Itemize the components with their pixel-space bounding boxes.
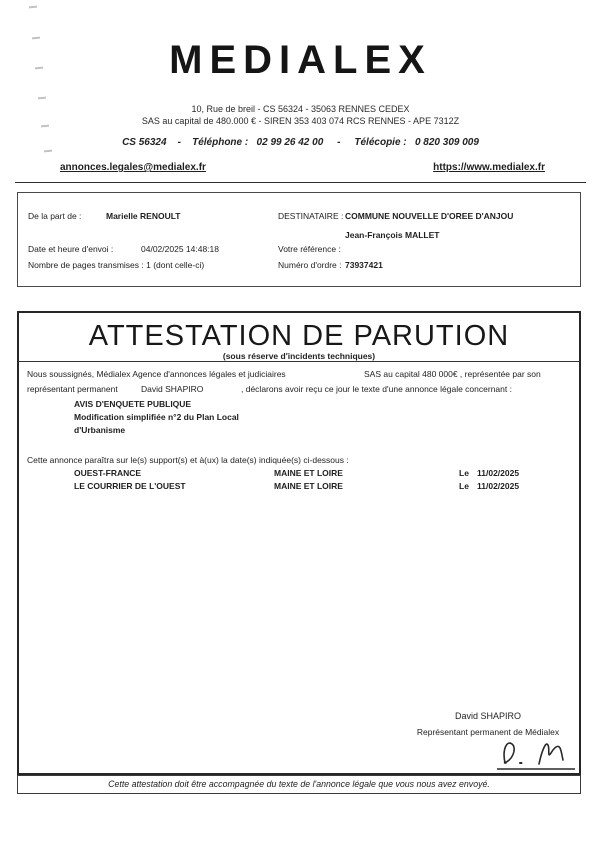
- publication-support: OUEST-FRANCE: [74, 468, 142, 478]
- website-link[interactable]: https://www.medialex.fr: [433, 162, 545, 173]
- your-reference-label: Votre référence :: [278, 244, 341, 254]
- signature-graphic: [491, 737, 581, 773]
- order-number-value: 73937421: [345, 260, 383, 270]
- notice-line3: d'Urbanisme: [74, 425, 126, 435]
- destinataire-value: COMMUNE NOUVELLE D'OREE D'ANJOU: [345, 211, 514, 221]
- attestation-subtitle: (sous réserve d'incidents techniques): [222, 351, 376, 361]
- sent-datetime-label: Date et heure d'envoi :: [28, 244, 114, 254]
- from-value: Marielle RENOULT: [106, 211, 181, 221]
- fax-info-box: [17, 192, 581, 287]
- publication-edition: MAINE ET LOIRE: [274, 468, 343, 478]
- publication-date: 11/02/2025: [477, 468, 520, 478]
- signature-block: [377, 711, 599, 737]
- footer-note: Cette attestation doit être accompagnée du texte de l'annonce légale que vous nous avez envoyé.: [108, 779, 490, 789]
- signer-role: Représentant permanent de Médialex: [416, 727, 560, 737]
- intro-line2-part2: , déclarons avoir reçu ce jour le texte d'une annonce légale concernant :: [241, 384, 512, 394]
- publication-edition: MAINE ET LOIRE: [274, 481, 343, 491]
- footer-note-box: [17, 775, 581, 794]
- header-divider: [15, 182, 586, 183]
- signer-name: David SHAPIRO: [454, 711, 522, 721]
- company-phone-line: CS 56324 - Téléphone : 02 99 26 42 00 - Télécopie : 0 820 309 009: [122, 137, 479, 148]
- schedule-intro: Cette annonce paraîtra sur le(s) support(s) et à(ux) la date(s) indiquée(s) ci-dessous :: [27, 455, 349, 465]
- email-link[interactable]: annonces.legales@medialex.fr: [60, 162, 206, 173]
- attestation-title: ATTESTATION DE PARUTION: [88, 320, 510, 352]
- order-number-label: Numéro d'ordre :: [278, 260, 342, 270]
- intro-line1-right: SAS au capital 480 000€ , représentée par son: [364, 369, 541, 379]
- intro-line1-left: Nous soussignés, Médialex Agence d'annonces légales et judiciaires: [27, 369, 286, 379]
- intro-line2-name: David SHAPIRO: [141, 384, 204, 394]
- publication-support: LE COURRIER DE L'OUEST: [74, 481, 186, 491]
- attestation-box: [17, 311, 581, 775]
- company-address-line1: 10, Rue de breil - CS 56324 - 35063 RENNES CEDEX: [191, 104, 410, 114]
- destinataire-label: DESTINATAIRE :: [278, 211, 344, 221]
- publication-date: 11/02/2025: [477, 481, 520, 491]
- notice-line2: Modification simplifiée n°2 du Plan Local: [74, 412, 239, 422]
- company-logo: MEDIALEX: [169, 38, 432, 82]
- title-separator: [18, 361, 580, 362]
- from-label: De la part de :: [28, 211, 82, 221]
- publication-date-prefix: Le: [459, 468, 469, 478]
- notice-title: AVIS D'ENQUETE PUBLIQUE: [74, 399, 192, 409]
- publication-date-prefix: Le: [459, 481, 469, 491]
- intro-line2-part1: représentant permanent: [27, 384, 118, 394]
- pages-transmitted-label: Nombre de pages transmises : 1 (dont celle-ci): [28, 260, 205, 270]
- company-address-line2: SAS au capital de 480.000 € - SIREN 353 403 074 RCS RENNES - APE 7312Z: [141, 116, 460, 126]
- destinataire-contact: Jean-François MALLET: [345, 230, 440, 240]
- sent-datetime-value: 04/02/2025 14:48:18: [141, 244, 219, 254]
